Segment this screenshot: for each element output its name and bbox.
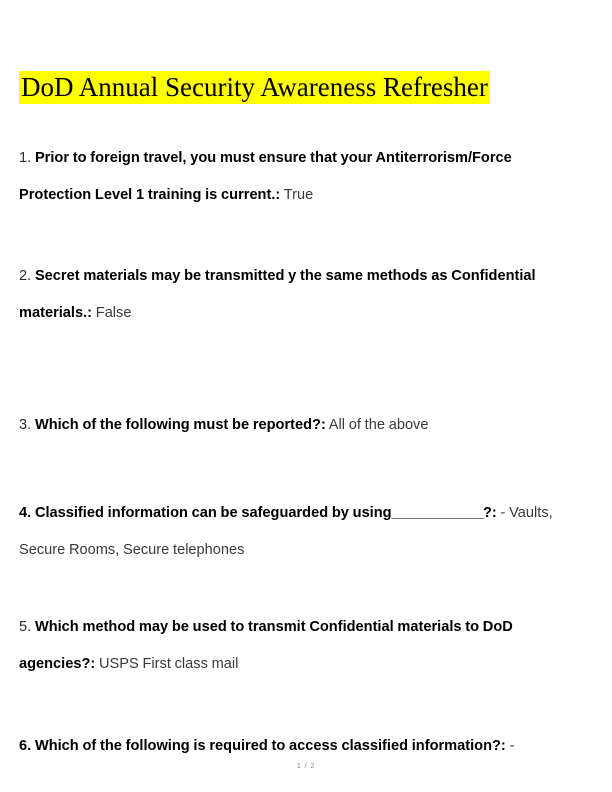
question-text: Secret materials may be transmitted y the same methods as Confidential materials.: bbox=[19, 268, 536, 321]
fill-in-blank: ____________ bbox=[391, 505, 483, 521]
question-item bbox=[19, 258, 581, 332]
question-row bbox=[19, 728, 581, 765]
question-text: Classified information can be safeguarded by using bbox=[34, 505, 392, 521]
answer-text: False bbox=[95, 305, 132, 321]
question-item bbox=[19, 728, 581, 765]
page-number-footer: 1 / 2 bbox=[296, 761, 316, 770]
answer-text: All of the above bbox=[328, 417, 429, 433]
question-text: Which of the following must be reported?: bbox=[34, 417, 326, 433]
question-number: 3. bbox=[19, 417, 32, 433]
question-text: Prior to foreign travel, you must ensure that your Antiterrorism/Force Protection Level 1 training is current.: bbox=[19, 150, 512, 203]
answer-text: USPS First class mail bbox=[99, 656, 239, 672]
question-number: 4. bbox=[19, 505, 32, 521]
answer-text: - Vaults, Secure Rooms, Secure telephones bbox=[19, 505, 553, 558]
question-row bbox=[19, 495, 581, 569]
question-item bbox=[19, 495, 581, 569]
page-title-text: DoD Annual Security Awareness Refresher bbox=[21, 72, 488, 102]
answer-text: True bbox=[283, 187, 314, 203]
question-text: Which method may be used to transmit Confidential materials to DoD agencies?: bbox=[19, 619, 513, 672]
question-text-suffix: ?: bbox=[482, 505, 497, 521]
question-number: 2. bbox=[19, 268, 32, 284]
answer-text: - bbox=[509, 738, 515, 754]
question-row bbox=[19, 407, 581, 444]
question-row bbox=[19, 258, 581, 332]
page-title bbox=[19, 71, 490, 103]
question-row bbox=[19, 140, 581, 214]
question-row bbox=[19, 609, 581, 683]
question-number: 6. bbox=[19, 738, 32, 754]
question-number: 5. bbox=[19, 619, 32, 635]
question-item bbox=[19, 609, 581, 683]
question-number: 1. bbox=[19, 150, 32, 166]
question-item bbox=[19, 140, 581, 214]
question-text: Which of the following is required to access classified information?: bbox=[34, 738, 506, 754]
question-item bbox=[19, 407, 581, 444]
